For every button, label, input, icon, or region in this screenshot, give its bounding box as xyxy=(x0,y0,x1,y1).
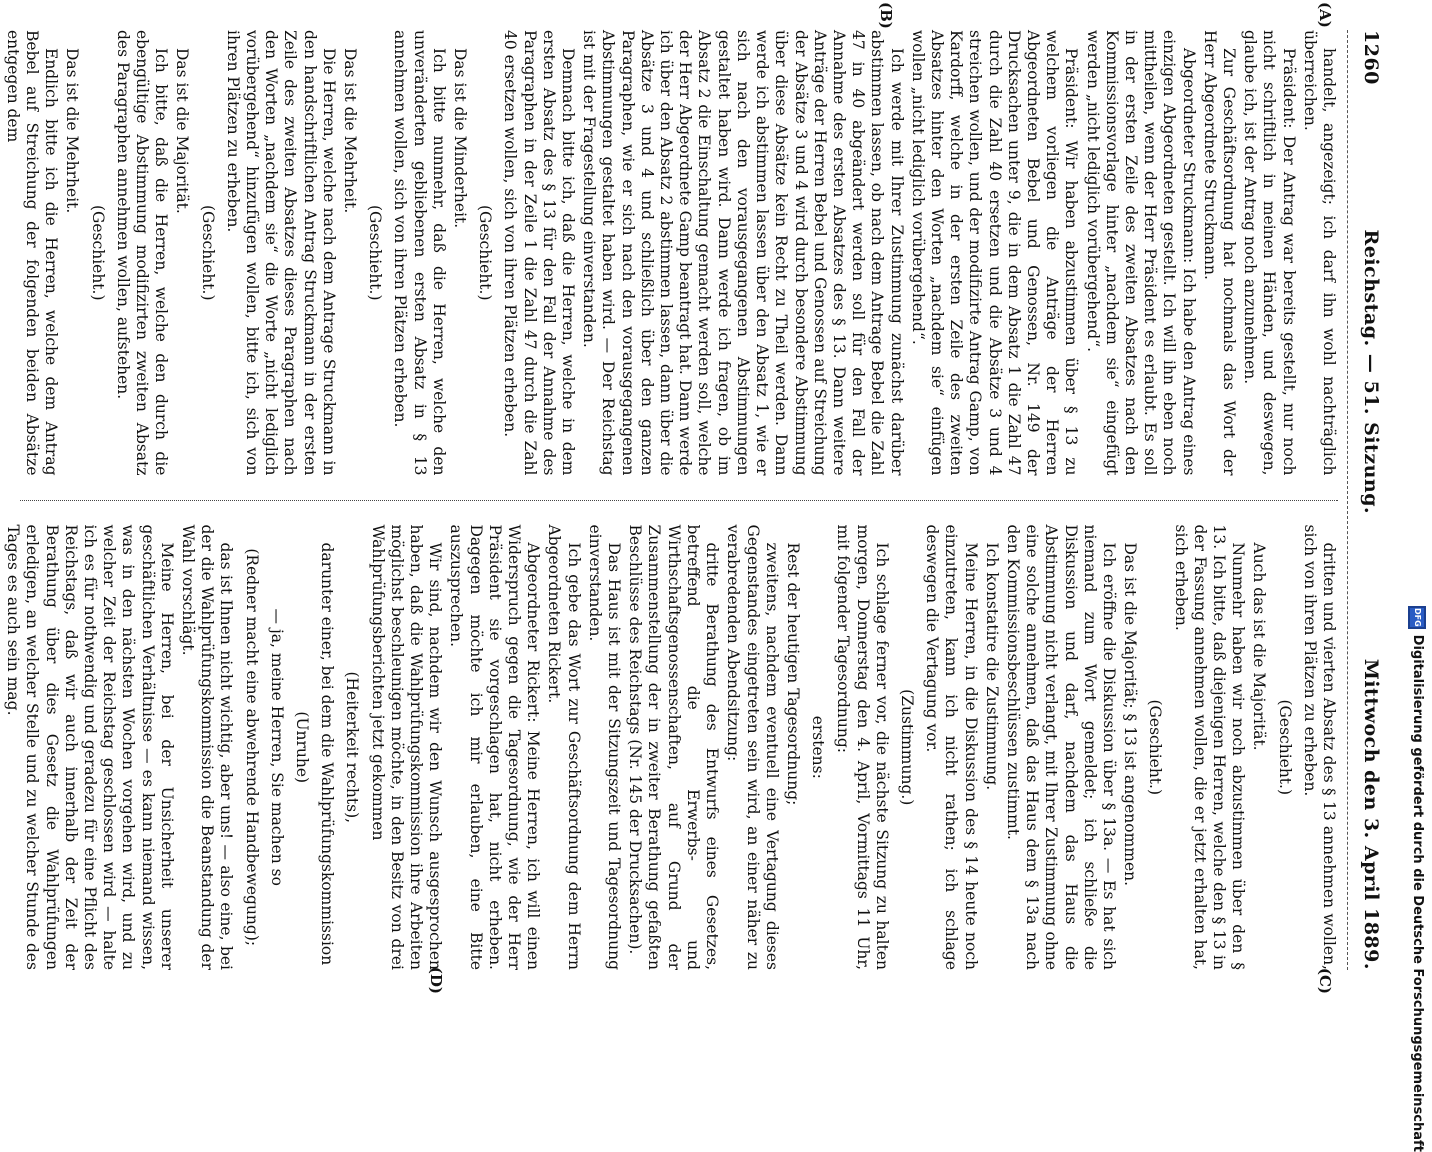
paragraph: dritten und vierten Absatz des § 13 annehmen wollen, sich von ihren Plätzen zu erheben. xyxy=(1300,524,1338,970)
text-columns xyxy=(3,30,1338,970)
paragraph: Demnach bitte ich, daß die Herren, welche in dem ersten Absatz des § 13 für den Fall der Annahme des Paragraphen in der Zeile 1 die Zahl 47 durch die Zahl 40 ersetzen wollen, sich von ihren Plätzen erheben. xyxy=(501,30,578,476)
page-number: 1260 xyxy=(1360,30,1382,85)
paragraph: Zur Geschäftsordnung hat nochmals das Wort der Herr Abgeordnete Struckmann. xyxy=(1200,30,1238,476)
marginal-d: (D) xyxy=(427,966,445,994)
page-header xyxy=(1350,30,1382,970)
paragraph: Ich schlage ferner vor, die nächste Sitzung zu halten morgen, Donnerstag den 4. April, Vormittags 11 Uhr, mit folgender Tagesordnung: xyxy=(834,524,891,970)
paragraph: (Geschieht.) xyxy=(1275,699,1294,796)
paragraph: Ich gebe das Wort zur Geschäftsordnung dem Herrn Abgeordneten Rickert. xyxy=(545,524,583,970)
dfg-logo-icon: DFG xyxy=(1408,606,1426,629)
left-column xyxy=(3,30,1338,476)
marginal-b: (B) xyxy=(877,2,895,29)
paragraph: Auch das ist die Majorität. xyxy=(1250,542,1269,751)
paragraph xyxy=(0,525,1,971)
paragraph: (Geschieht.) xyxy=(1146,699,1165,796)
paragraph: Ich eröffne die Diskussion über § 13a. — Es hat sich niemand zum Wort gemeldet; ich schließe die Diskussion und darf, nachdem das Haus die Abstimmung nicht verlangt, mit Ihrer Zustimmung ohne eine solche annehmen, daß das Haus dem § 13a nach den Kommissionsbeschlüssen zustimmt. xyxy=(1003,524,1118,970)
paragraph: Ich konstatire die Zustimmung. xyxy=(982,542,1001,791)
paragraph: Ich bitte nunmehr, daß die Herren, welche den unveränderten gebliebenen ersten Absatz in § 13 annehmen wollen, sich von ihren Plätzen erheben. xyxy=(391,30,448,476)
paragraph: Präsident: Wir haben abzustimmen über § 13 zu welchem vorliegen die Anträge der Herren Abgeordneten Bebel und Genossen, Nr. 149 der Drucksachen unter 9, die in dem Absatz 1 die Zahl 47 durch die Zahl 40 ersetzen und die Absätze 3 und 4 streichen wollen, und der modifizirte Antrag Gamp, von Kardorff, welche in der ersten Zeile des zweiten Absatzes hinter den Worten „nachdem sie“ einfügen wollen „nicht lediglich vorübergehend“. xyxy=(908,30,1081,476)
paragraph: Wir sind, nachdem wir den Wunsch ausgesprochen haben, daß die Wahlprüfungskommission ihre Arbeiten möglichst beschleunigen möchte, in den Besitz von drei Wahlprüfungsberichten jetzt gekommen xyxy=(368,524,445,970)
paragraph: (Redner macht eine abwehrende Handbewegung); xyxy=(242,548,261,947)
paragraph: Das ist die Minderheit. xyxy=(451,48,470,229)
footer-credit: Digitalisierung gefördert durch die Deutsche Forschungsgemeinschaft xyxy=(1410,634,1425,1152)
session-title: Reichstag. — 51. Sitzung. xyxy=(1360,229,1382,515)
column-divider xyxy=(20,500,1338,501)
paragraph: Nunmehr haben wir noch abzustimmen über den § 13. Ich bitte, daß diejenigen Herren, welche den § 13 in der Fassung annehmen wollen, die er jetzt erhalten hat, sich erheben. xyxy=(1171,524,1248,970)
paragraph: erstens: xyxy=(809,715,828,779)
paragraph: (Heiterkeit rechts), xyxy=(343,671,362,824)
right-column xyxy=(4,524,1338,971)
paragraph: Abgeordneter Struckmann: Ich habe den Antrag eines einzigen Abgeordneten gestellt. Ich will ihn eben noch mittheilen, wenn der Herr Präsident es erlaubt. Es soll in der ersten Zeile des zweiten Absatzes nach den Kommissionsvorlage hinter „nachdem sie“ eingefügt werden „nicht lediglich vorübergehend“. xyxy=(1083,30,1198,476)
paragraph: (Zustimmung.) xyxy=(897,689,916,806)
paragraph: Das ist die Majorität; § 13 ist angenommen. xyxy=(1121,542,1140,887)
paragraph: (Unruhe) xyxy=(293,711,312,784)
paragraph: Rest der heutigen Tagesordnung; xyxy=(783,542,802,806)
paragraph: Meine Herren, in die Diskussion des § 14 heute noch einzutreten, kann ich nicht rathen; ich schlage deswegen die Vertagung vor. xyxy=(923,524,980,970)
paragraph: Das Haus ist mit der Sitzungszeit und Tagesordnung einverstanden. xyxy=(585,524,624,970)
session-date: Mittwoch den 3. April 1889. xyxy=(1360,658,1382,970)
header-rule xyxy=(1347,30,1348,970)
marginal-a: (A) xyxy=(1316,2,1334,28)
digitization-footer xyxy=(1402,0,1432,1152)
paragraph: Endlich bitte ich die Herren, welche dem Antrag Bebel auf Streichung der folgenden beiden Absätze entgegen dem xyxy=(3,30,61,476)
paragraph: Die Herren, welche nach dem Antrage Struckmann in den handschriftlichen Antrag Struckmann in der ersten Zeile des zweiten Absatzes dieses Paragraphen nach den Worten „nachdem sie“ die Worte „nicht lediglich vorübergehend“ hinzufügen wollen, bitte ich, sich von ihren Plätzen zu erheben. xyxy=(223,30,338,476)
paragraph: (Geschieht.) xyxy=(366,204,385,301)
paragraph: Das ist die Mehrheit. xyxy=(341,48,360,214)
paragraph: Das ist die Majorität. xyxy=(173,48,192,214)
paragraph: darunter einer, bei dem die Wahlprüfungskommission xyxy=(318,542,337,966)
paragraph: Das ist die Mehrheit. xyxy=(63,48,82,214)
paragraph: (Geschieht.) xyxy=(88,204,107,301)
paragraph: Abgeordneter Rickert: Meine Herren, ich will einen Widerspruch gegen die Tagesordnung, wie der Herr Präsident sie vorgeschlagen hat, nicht erheben. Dagegen möchte ich mir erlauben, eine Bitte auszusprechen. xyxy=(447,524,543,970)
paragraph: Meine Herren, bei der Unsicherheit unserer geschäftlichen Verhältnisse — es kann niemand wissen, was in den nächsten Wochen vorgehen wird, und zu welcher Zeit der Reichstag geschlossen wird — halte ich es für nothwendig und geradezu für eine Pflicht des Reichstags, daß wir auch innerhalb der Zeit der Berathung über dies Gesetz die Wahlprüfungen erledigen, an welcher Stelle und zu welcher Stunde des Tages es auch sein mag. xyxy=(4,524,176,970)
paragraph: dritte Berathung des Entwurfs eines Gesetzes, betreffend die Erwerbs- und Wirthschaftsgenossenschaften, auf Grund der Zusammenstellung der in zweiter Berathung gefaßten Beschlüsse des Reichstags (Nr. 145 der Drucksachen). xyxy=(626,524,722,970)
paragraph: zweitens, nachdem eventuell eine Vertagung dieses Gegenstandes eingetreten sein wird, an einer näher zu verabredenden Abendsitzung: xyxy=(724,524,781,970)
paragraph: (Geschieht.) xyxy=(476,204,495,301)
paragraph: Präsident: Der Antrag war bereits gestellt, nur noch nicht schriftlich in meinen Händen, und deswegen, glaube ich, ist der Antrag noch anzunehmen. xyxy=(1241,30,1298,476)
paragraph: (Geschieht.) xyxy=(198,204,217,301)
paragraph: das ist Ihnen nicht wichtig, aber uns! — also eine, bei der die Wahlprüfungskommission die Beanstandung der Wahl vorschlägt. xyxy=(179,524,236,970)
paragraph: Ich werde mit Ihrer Zustimmung zunächst darüber abstimmen lassen, ob nach dem Antrage Bebel die Zahl 47 in 40 abgeändert werden soll für den Fall der Annahme des ersten Absatzes des § 13. Dann weitere Anträge der Herren Bebel und Genossen auf Streichung der Absätze 3 und 4 wird durch besondere Abstimmung über diese Absätze kein Recht zu Theil werden. Dann werde ich abstimmen lassen über den Absatz 1, wie er sich nach den vorausgegangenen Abstimmungen gestaltet haben wird. Dann werde ich fragen, ob im Absatz 2 die Einschaltung gemacht werden soll, welche der Herr Abgeordnete Gamp beantragt hat. Dann werde ich über den Absatz 2 abstimmen lassen, dann über die Absätze 3 und 4 und schließlich über den ganzen Paragraphen, wie er sich nach den vorausgegangenen Abstimmungen gestaltet haben wird. — Der Reichstag ist mit der Fragestellung einverstanden. xyxy=(580,30,906,476)
paragraph: Ich bitte, daß die Herren, welche den durch die ebengültige Abstimmung modifizirten zweiten Absatz des Paragraphen annehmen wollen, aufstehen. xyxy=(113,30,171,476)
paragraph: — ja, meine Herren, Sie machen so xyxy=(267,608,286,886)
marginal-c: (C) xyxy=(1316,967,1334,994)
paragraph: handelt, angezeigt; ich darf ihn wohl nachträglich überreichen. xyxy=(1300,30,1338,476)
